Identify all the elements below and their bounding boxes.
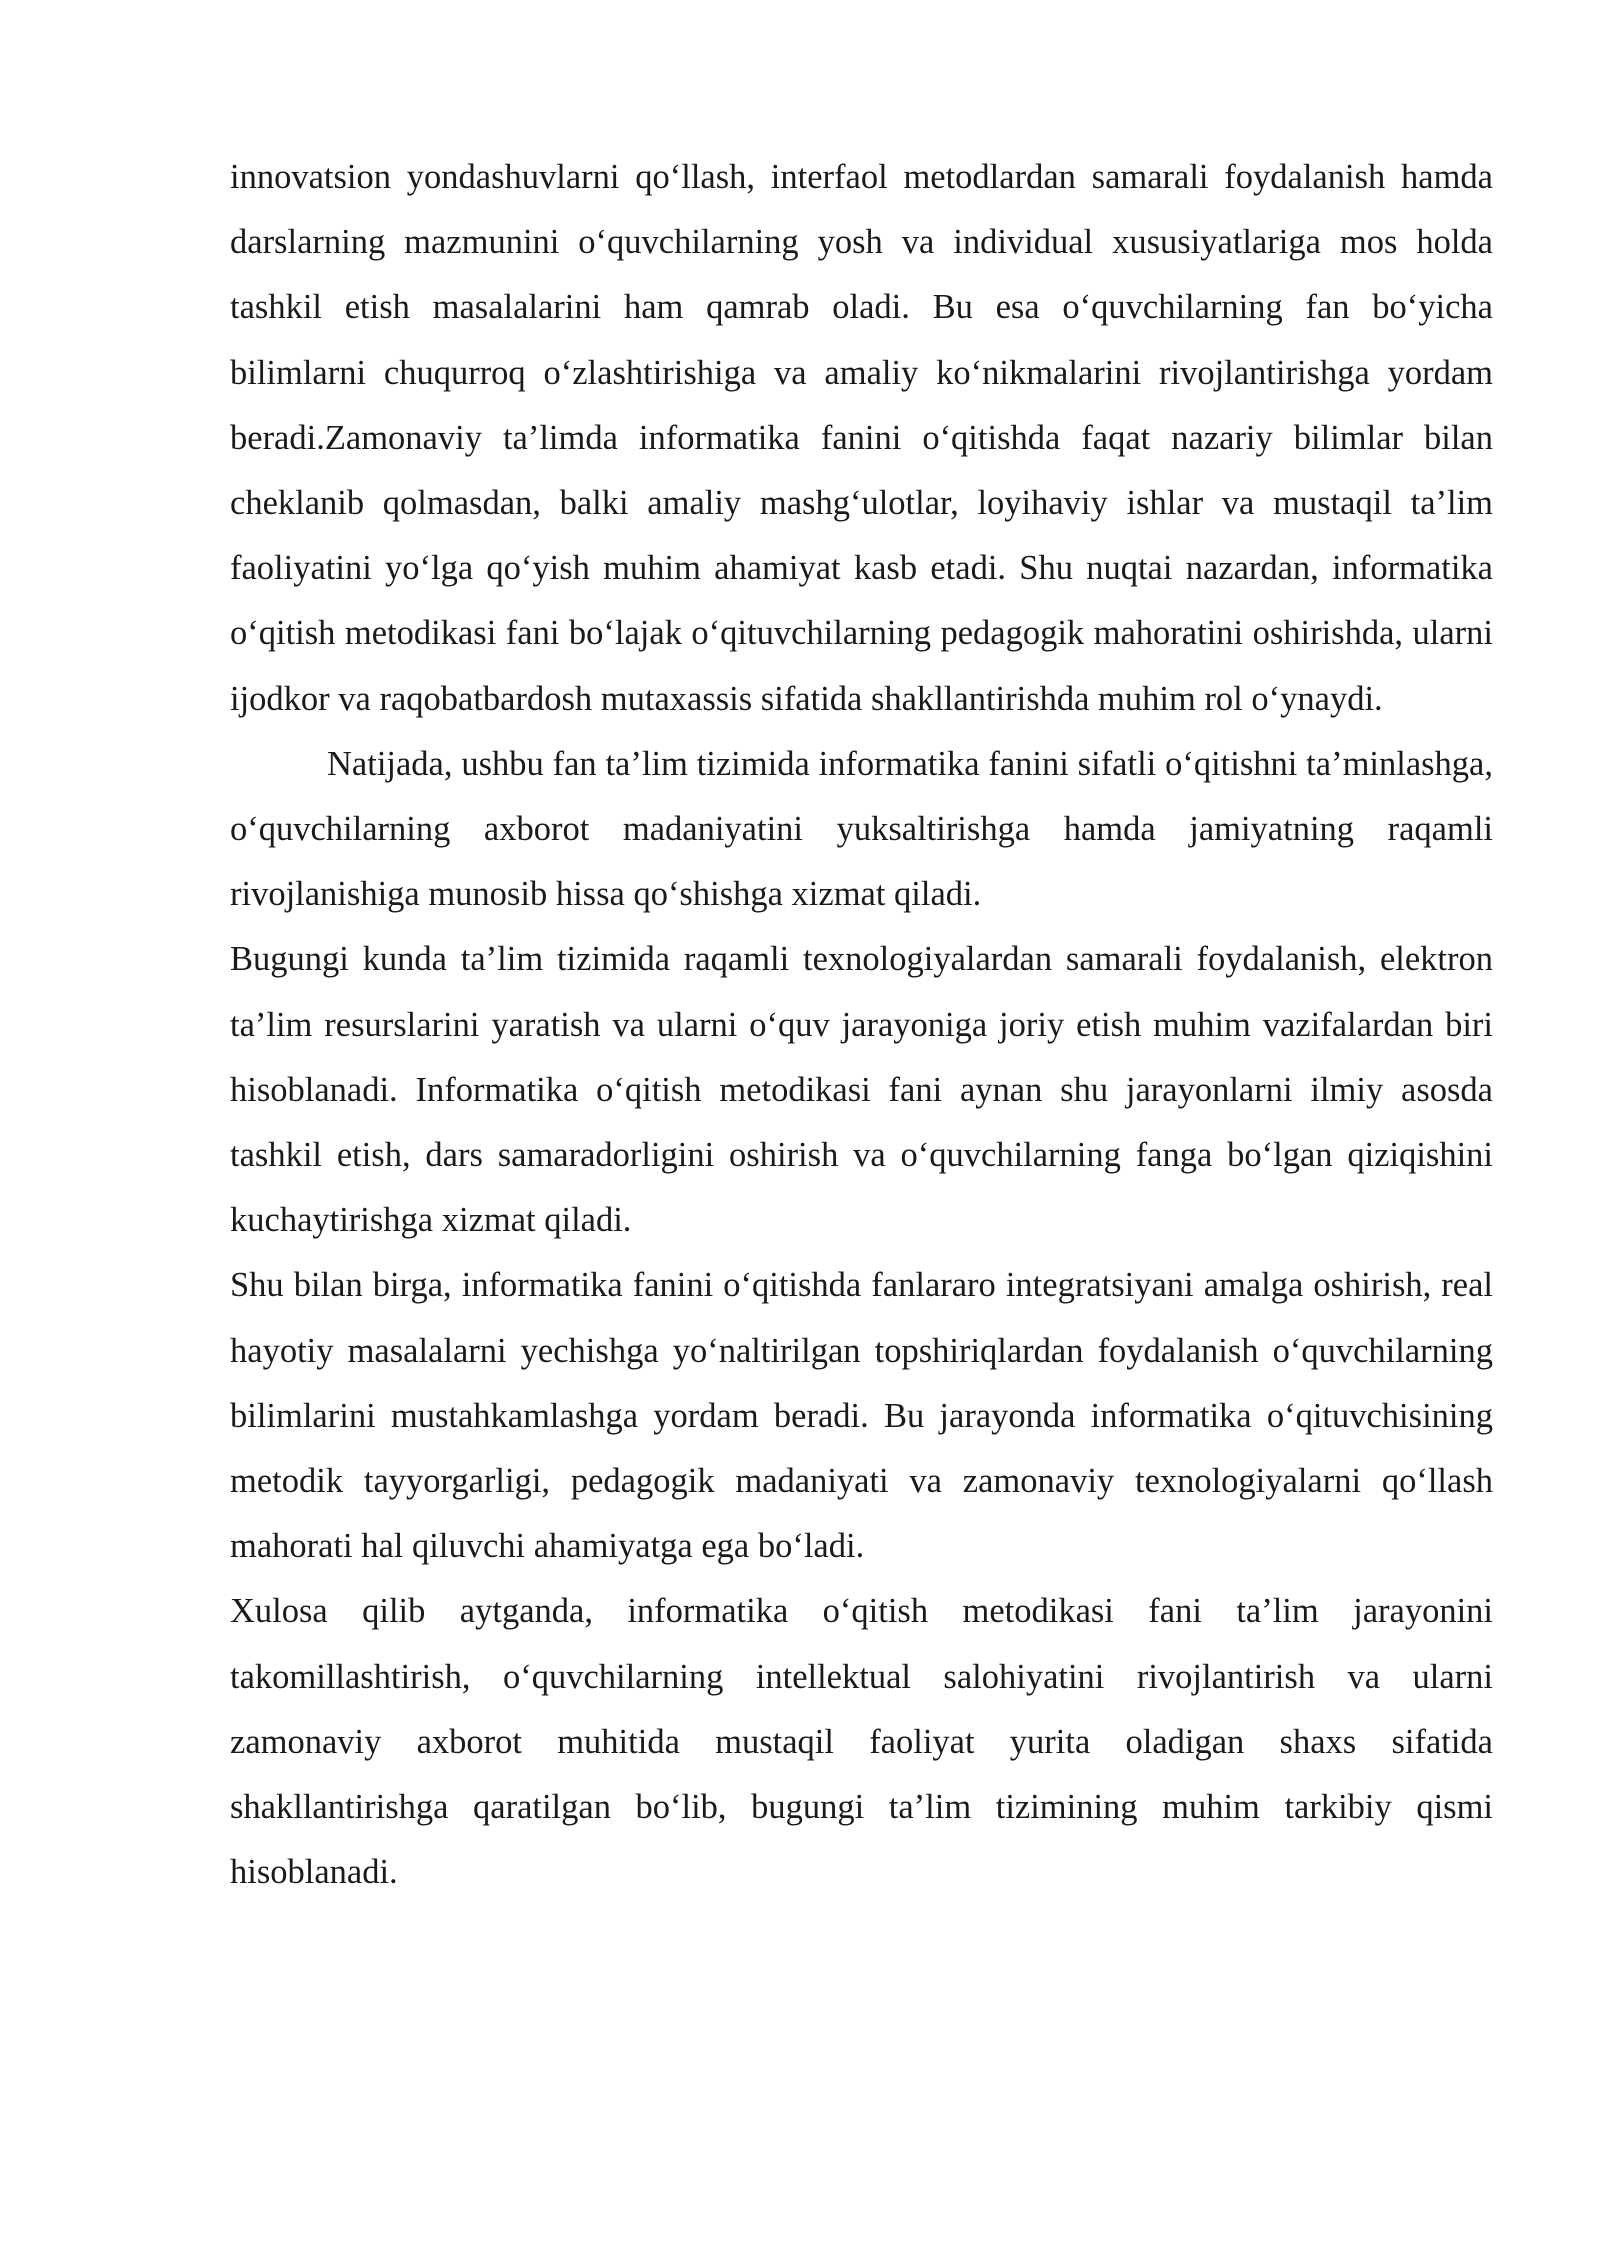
- paragraph: Bugungi kunda ta’lim tizimida raqamli texnologiyalardan samarali foydalanish, elektron ta’lim resurslarini yaratish va ularni o‘quv jarayoniga joriy etish muhim vazifalardan biri hisoblanadi. Informatika o‘qitish metodikasi fani aynan shu jarayonlarni ilmiy asosda tashkil etish, dars samaradorligini oshirish va o‘quvchilarning fanga bo‘lgan qiziqishini kuchaytirishga xizmat qiladi.: [230, 940, 1493, 1240]
- page-body: [230, 145, 1493, 1905]
- paragraph: Xulosa qilib aytganda, informatika o‘qitish metodikasi fani ta’lim jarayonini takomillashtirish, o‘quvchilarning intellektual salohiyatini rivojlantirish va ularni zamonaviy axborot muhitida mustaqil faoliyat yurita oladigan shaxs sifatida shakllantirishga qaratilgan bo‘lib, bugungi ta’lim tizimining muhim tarkibiy qismi hisoblanadi.: [230, 1592, 1493, 1892]
- paragraph: Shu bilan birga, informatika fanini o‘qitishda fanlararo integratsiyani amalga oshirish, real hayotiy masalalarni yechishga yo‘naltirilgan topshiriqlardan foydalanish o‘quvchilarning bilimlarini mustahkamlashga yordam beradi. Bu jarayonda informatika o‘qituvchisining metodik tayyorgarligi, pedagogik madaniyati va zamonaviy texnologiyalarni qo‘llash mahorati hal qiluvchi ahamiyatga ega bo‘ladi.: [230, 1266, 1493, 1566]
- paragraph: Natijada, ushbu fan ta’lim tizimida informatika fanini sifatli o‘qitishni ta’minlashga, o‘quvchilarning axborot madaniyatini yuksaltirishga hamda jamiyatning raqamli rivojlanishiga munosib hissa qo‘shishga xizmat qiladi.: [230, 744, 1493, 914]
- paragraph: innovatsion yondashuvlarni qo‘llash, interfaol metodlardan samarali foydalanish hamda darslarning mazmunini o‘quvchilarning yosh va individual xususiyatlariga mos holda tashkil etish masalalarini ham qamrab oladi. Bu esa o‘quvchilarning fan bo‘yicha bilimlarni chuqurroq o‘zlashtirishiga va amaliy ko‘nikmalarini rivojlantirishga yordam beradi.Zamonaviy ta’limda informatika fanini o‘qitishda faqat nazariy bilimlar bilan cheklanib qolmasdan, balki amaliy mashg‘ulotlar, loyihaviy ishlar va mustaqil ta’lim faoliyatini yo‘lga qo‘yish muhim ahamiyat kasb etadi. Shu nuqtai nazardan, informatika o‘qitish metodikasi fani bo‘lajak o‘qituvchilarning pedagogik mahoratini oshirishda, ularni ijodkor va raqobatbardosh mutaxassis sifatida shakllantirishda muhim rol o‘ynaydi.: [230, 158, 1493, 718]
